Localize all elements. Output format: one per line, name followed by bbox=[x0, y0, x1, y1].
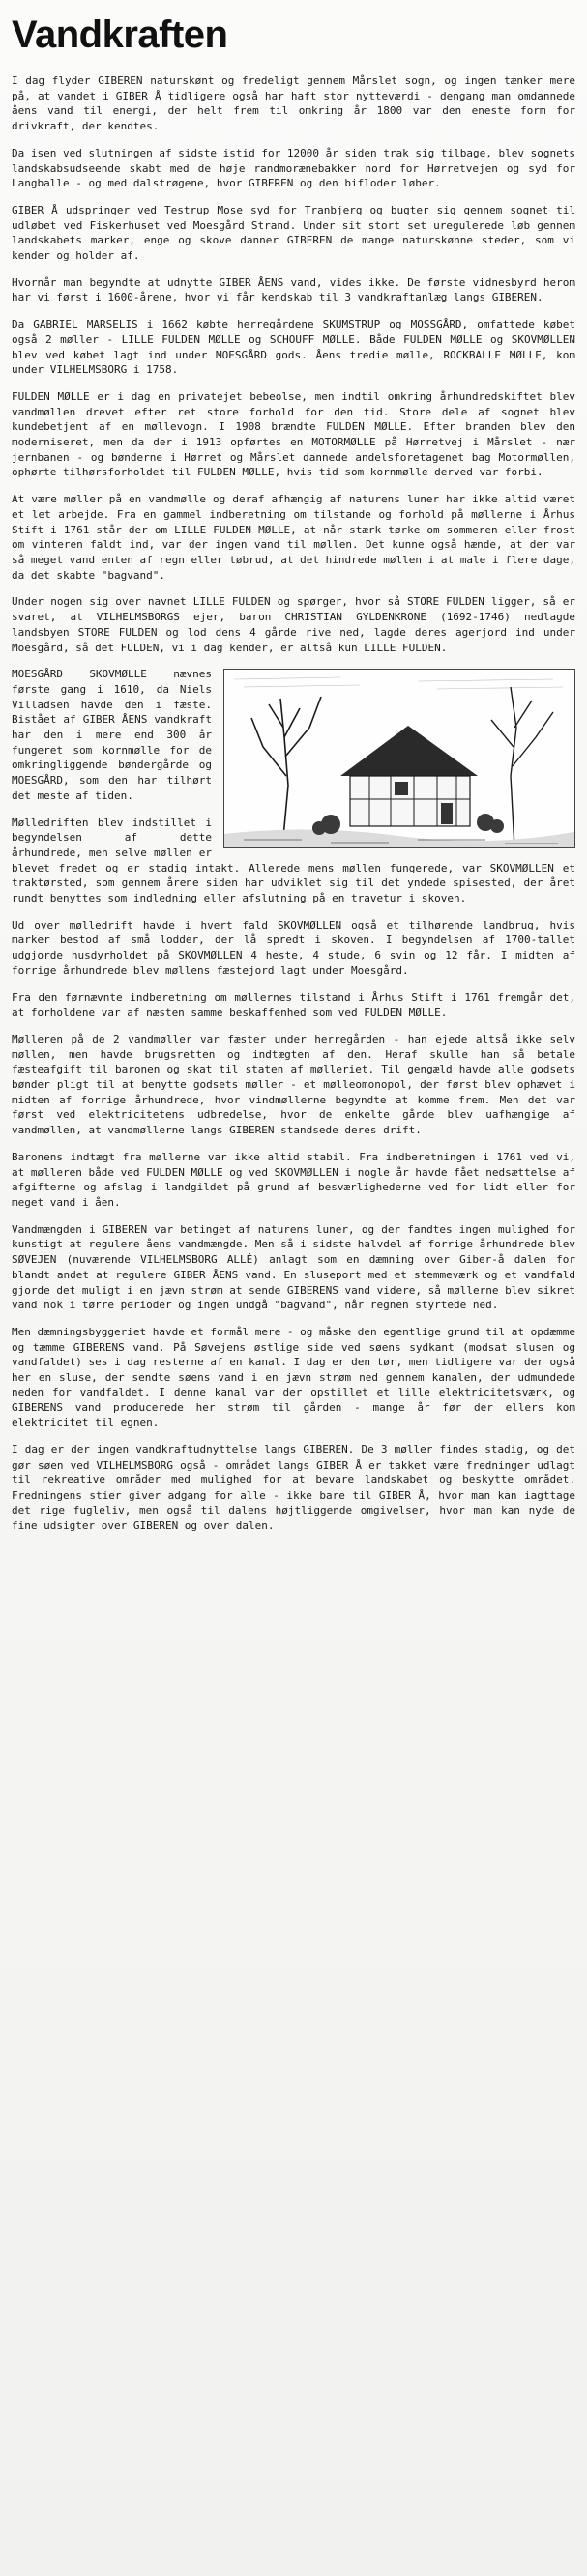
paragraph-17: I dag er der ingen vandkraftudnyttelse langs GIBEREN. De 3 møller findes stadig, og det gør søen ved VILHELMSBORG også - området langs GIBER Å er takket være fredninger udlagt til rekreative områder med mulighed for at bevare landskabet og beskytte området. Fredningens stier giver adgang for alle - ikke bare til GIBER Å, hvor man kan iagttage det rige fugleliv, men også til dalens højtliggende omgivelser, hvor man kan nyde de fine udsigter over GIBEREN og over dalen. bbox=[12, 1443, 575, 1532]
window bbox=[395, 782, 408, 795]
paragraph-13: Mølleren på de 2 vandmøller var fæster under herregården - han ejede altså ikke selv møllen, men havde brugsretten og indtægten af den. Heraf skulle han så betale fæsteafgift til baronen og skat til staten af mølleriet. Til gengæld havde alle godsets bønder pligt til at benytte godsets møller - et mølleomonopol, der først blev ophævet i midten af forrige århundrede, hvor vindmøllerne begyndte at komme frem. Men det var først ved elektricitetens udbredelse, hvor de enkelte gårde blev uafhængige af vandmøllen, at vandmøllerne langs GIBEREN standsede deres drift. bbox=[12, 1032, 575, 1137]
skovmoelle-illustration bbox=[223, 669, 575, 848]
article-title: Vandkraften bbox=[12, 14, 228, 56]
mill-section bbox=[12, 667, 575, 918]
paragraph-8: Under nogen sig over navnet LILLE FULDEN og spørger, hvor så STORE FULDEN ligger, så er svaret, at VILHELMSBORGS ejer, baron CHRISTIAN GYLDENKRONE (1692-1746) nedlagde landsbyen STORE FULDEN og lod dens 4 gårde rive ned, lagde deres agerjord ind under Moesgård, så det FULDEN, vi i dag kender, er altså kun LILLE FULDEN. bbox=[12, 595, 575, 654]
paragraph-1: I dag flyder GIBEREN naturskønt og fredeligt gennem Mårslet sogn, og ingen tænker mere på, at vandet i GIBER Å tidligere også har haft stor nytteværdi - dengang man omdannede åens vand til energi, der helt frem til omkring år 1800 var den eneste form for drivkraft, der kendtes. bbox=[12, 74, 575, 133]
paragraph-5: Da GABRIEL MARSELIS i 1662 købte herregårdene SKUMSTRUP og MOSSGÅRD, omfattede købet også 2 møller - LILLE FULDEN MØLLE og SCHOUFF MØLLE. Både FULDEN MØLLE og SKOVMØLLEN blev ved købet lagt ind under MOESGÅRD gods. Åens tredie mølle, ROCKBALLE MØLLE, kom under VILHELMSBORG i 1758. bbox=[12, 318, 575, 377]
paragraph-4: Hvornår man begyndte at udnytte GIBER ÅENS vand, vides ikke. De første vidnesbyrd herom har vi først i 1600-årene, hvor vi får kendskab til 3 vandkraftanlæg langs GIBEREN. bbox=[12, 275, 575, 304]
paragraph-15: Vandmængden i GIBEREN var betinget af naturens luner, og der fandtes ingen mulighed for kunstigt at regulere åens vandmængde. Men så i sidste halvdel af forrige århundrede blev SØVEJEN (nuværende VILHELMSBORG ALLÉ) anlagt som en dæmning over Giber-å dalen for blandt andet at regulere GIBER ÅENS vand. En sluseport med et stemmeværk og et vandfald gjorde det muligt i en jævn strøm at sende GIBERENS vand videre, så møllerne blev sikret vand nok i tørre perioder og ingen undgå "bagvand", når regnen styrtede ned. bbox=[12, 1222, 575, 1312]
paragraph-10: Mølledriften blev indstillet i begyndelsen af dette århundrede, men selve møllen er blevet fredet og er stadig intakt. Allerede mens møllen fungerede, var SKOVMØLLEN et traktørsted, som gennem årene siden har udviklet sig til det yndede spisested, der året rundt benyttes som indledning eller afslutning på en travetur i skoven. bbox=[12, 816, 575, 905]
paragraph-3: GIBER Å udspringer ved Testrup Mose syd for Tranbjerg og bugter sig gennem sognet til udløbet ved Fiskerhuset ved Moesgård Strand. Under sit stort set uregulerede løb gennem landskabets marker, enge og skove danner GIBEREN de mange naturskønne steder, som vi kender og holder af. bbox=[12, 203, 575, 263]
paragraph-16: Men dæmningsbyggeriet havde et formål mere - og måske den egentlige grund til at opdæmme og tæmme GIBERENS vand. På Søvejens østlige side ved søens sydkant (modsat slusen og vandfaldet) ses i dag resterne af en kanal. I dag er den tør, men tidligere var der også her en sluse, der sendte søens vand i en jævn strøm ned gennem kanalen, der udmundede neden for vandfaldet. I denne kanal var der opstillet et lille elektricitetsværk, og GIBERENS vand producerede her strøm til gården - mange år før der ellers kom elektricitet til egnen. bbox=[12, 1325, 575, 1430]
paragraph-2: Da isen ved slutningen af sidste istid for 12000 år siden trak sig tilbage, blev sognets landskabsudseende skabt med de høje randmorænebakker nord for Hørretvejen og syd for Langballe - og med dalstrøgene, hvor GIBEREN og den bifloder løber. bbox=[12, 146, 575, 190]
paragraph-14: Baronens indtægt fra møllerne var ikke altid stabil. Fra indberetningen i 1761 ved vi, at mølleren både ved FULDEN MØLLE og ved SKOVMØLLEN i nogle år havde fået nedsættelse af afgifterne og afslag i landgildet på grund af besværlighederne ved for lidt eller for meget vand i åen. bbox=[12, 1150, 575, 1209]
paragraph-6: FULDEN MØLLE er i dag en privatejet bebeolse, men indtil omkring århundredskiftet blev vandmøllen drevet efter ret store forhold for den tid. Store dele af sognet blev kundebetjent af en møllevogn. I 1908 brændte FULDEN MØLLE. Efter branden blev den moderniseret, men da der i 1913 opførtes en MOTORMØLLE på Hørretvej i Mårslet - nær jernbanen - og bønderne i Hørret og Mårslet dannede andelsforetagenet bag Motormøllen, ophørte tilhørsforholdet til FULDEN MØLLE, hvis tid som kornmølle derved var forbi. bbox=[12, 389, 575, 479]
mill-sketch-svg bbox=[224, 670, 574, 847]
paragraph-9: MOESGÅRD SKOVMØLLE nævnes første gang i 1610, da Niels Villadsen havde den i fæste. Bistået af GIBER ÅENS vandkraft har den i mere end 300 år fungeret som kornmølle for de omkringliggende bøndergårde og MOESGÅRD, som den har tilhørt det meste af tiden. bbox=[12, 668, 212, 802]
paragraph-11: Ud over mølledrift havde i hvert fald SKOVMØLLEN også et tilhørende landbrug, hvis marker bestod af små lodder, der lå spredt i skoven. I begyndelsen af 1700-tallet udgjorde husdyrholdet på SKOVMØLLEN 4 heste, 4 stude, 6 svin og 12 får. I midten af forrige århundrede blev møllens fæstejord lagt under Moesgård. bbox=[12, 918, 575, 977]
paragraph-7: At være møller på en vandmølle og deraf afhængig af naturens luner har ikke altid været et let arbejde. Fra en gammel indberetning om tilstande og forhold på møllerne i Århus Stift i 1761 står der om LILLE FULDEN MØLLE, at når stærk tørke om sommeren eller frost om vinteren faldt ind, var der ingen vand til møllen. Det kunne også hænde, at der var så meget vand enten af regn eller tøbrud, at det hindrede møllen i at male i flere dage, da det skabte "bagvand". bbox=[12, 493, 575, 582]
door bbox=[441, 803, 453, 824]
paragraph-12: Fra den førnævnte indberetning om møllernes tilstand i Århus Stift i 1761 fremgår det, at forholdene var af næsten samme beskaffenhed som ved FULDEN MØLLE. bbox=[12, 990, 575, 1019]
